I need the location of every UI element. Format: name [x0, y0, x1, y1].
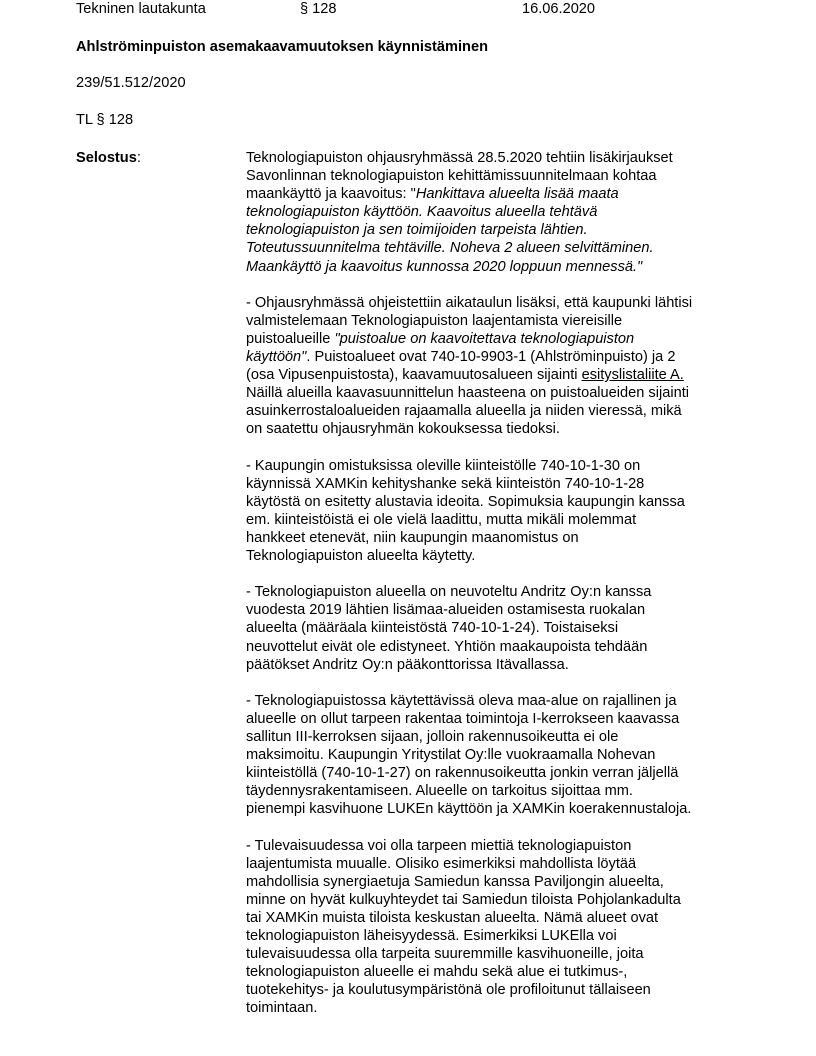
paragraph-5: - Teknologiapuistossa käytettävissä oleva maa-alue on rajallinen ja alueelle on ollut tarpeen rakentaa toimintoja I-kerrokseen kaavassa sallitun III-kerroksen sijaan, jolloin rakennusoikeutta ei ole maksimoitu. Kaupungin Yritystilat Oy:lle vuokraamalla Nohevan kiinteistöllä (740-10-1-27) on rakennusoikeutta jonkin verran jäljellä täydennysrakentamiseen. Alueelle on tarkoitus sijoittaa mm. pienempi kasvihuone LUKEn käyttöön ja XAMKin koerakennustaloja. — [246, 692, 692, 818]
attachment-link[interactable]: esityslistaliite A. — [581, 367, 684, 384]
paragraph-2-part-a: - Ohjausryhmässä ohjeistettiin aikataulun lisäksi, että kaupunki lähtisi valmistelemaan Teknologiapuiston laajentamista viereisille puistoalueille — [246, 294, 693, 347]
committee-name: Tekninen lautakunta — [76, 1, 206, 17]
paragraph-2-part-c: . Puistoalueet ovat 740-10-9903-1 (Ahlströminpuisto) ja 2 (osa Vipusenpuistosta), kaavamuutosalueen sijainti — [246, 349, 676, 384]
paragraph-1-quote-end: " — [637, 258, 643, 275]
meeting-date: 16.06.2020 — [522, 1, 596, 17]
section-number: § 128 — [300, 1, 337, 17]
selostus-label — [76, 149, 141, 167]
paragraph-1 — [246, 149, 746, 276]
paragraph-2-quote: "puistoalue on kaavoitettava teknologiapuiston käyttöön" — [246, 330, 635, 366]
document-title: Ahlströminpuiston asemakaavamuutoksen käynnistäminen — [76, 39, 488, 55]
record-number: 239/51.512/2020 — [76, 75, 186, 91]
selostus-label-colon: : — [136, 150, 141, 166]
paragraph-3: - Kaupungin omistuksissa oleville kiinteistölle 740-10-1-30 on käynnissä XAMKin kehityshanke sekä kiinteistön 740-10-1-28 käytöstä on esitetty alustavia ideoita. Sopimuksia kaupungin kanssa em. kiinteistöistä ei ole vielä laadittu, mutta mikäli molemmat hankkeet etenevät, niin kaupungin maanomistus on Teknologiapuiston alueelta käytetty. — [246, 457, 685, 565]
paragraph-1-quote: Hankittava alueelta lisää maata teknologiapuiston käyttöön. Kaavoitus alueella tehtävä teknologiapuiston ja sen toimijoiden tarpeista lähtien. Toteutussuunnitelma tehtäville. Noheva 2 alueen selvittäminen. Maankäyttö ja kaavoitus kunnossa 2020 loppuun mennessä. — [246, 186, 654, 275]
paragraph-2 — [246, 294, 746, 439]
section-reference: TL § 128 — [76, 112, 134, 128]
paragraph-1-intro: Teknologiapuiston ohjausryhmässä 28.5.2020 tehtiin lisäkirjaukset Savonlinnan teknologiapuiston kehittämissuunnitelmaan kohtaa maankäyttö ja kaavoitus: " — [246, 150, 673, 203]
selostus-body — [246, 149, 746, 1036]
paragraph-2-part-d: Näillä alueilla kaavasuunnittelun haasteena on puistoalueiden sijainti asuinkerrostaloalueiden rajaamalla alueella ja niiden vieressä, mikä on saatettu ohjausryhmän kokouksessa tiedoksi. — [246, 385, 689, 438]
paragraph-4: - Teknologiapuiston alueella on neuvoteltu Andritz Oy:n kanssa vuodesta 2019 lähtien lisämaa-alueiden ostamisesta ruokalan alueelta (määräala kiinteistöstä 740-10-1-24). Toistaiseksi neuvottelut eivät ole edistyneet. Yhtiön maakaupoista tehdään päätökset Andritz Oy:n pääkonttorissa Itävallassa. — [246, 584, 652, 673]
paragraph-6: - Tulevaisuudessa voi olla tarpeen miettiä teknologiapuiston laajentumista muualle. Olisiko esimerkiksi mahdollista löytää mahdollisia synergiaetuja Samiedun kanssa Paviljongin alueelta, minne on hyvät kulkuyhteydet tai Samiedun tiloista Pohjolankadulta tai XAMKin muista tiloista keskustan alueelta. Nämä alueet ovat teknologiapuiston läheisyydessä. Esimerkiksi LUKElla voi tulevaisuudessa olla tarpeita suuremmille kasvihuoneille, joita teknologiapuiston alueelle ei mahdu sekä alue ei tutkimus-, tuotekehitys- ja koulutusympäristönä ole profiloitunut tällaiseen toimintaan. — [246, 837, 681, 1017]
selostus-label-text: Selostus — [76, 150, 137, 166]
